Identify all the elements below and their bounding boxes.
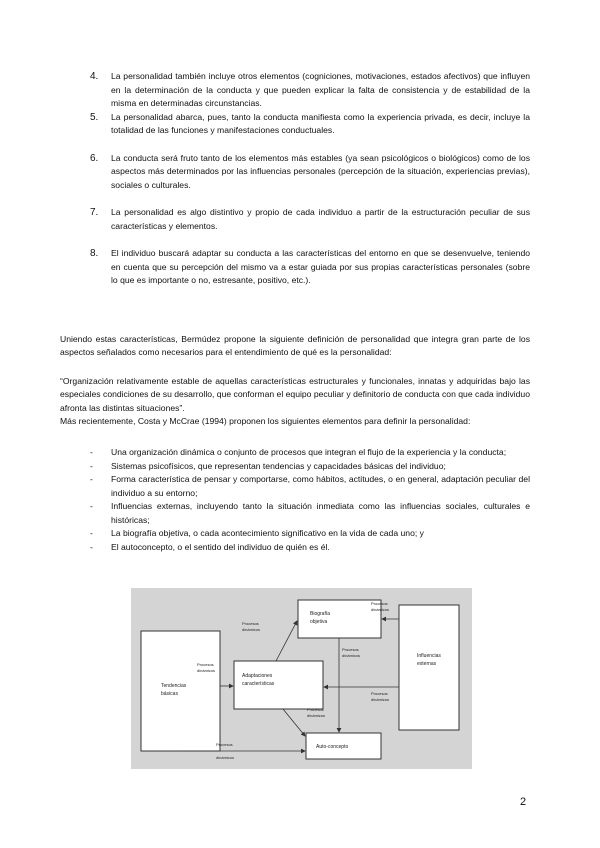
label-tendencias-1: Tendencias xyxy=(161,683,187,689)
dash-bullet: - xyxy=(90,447,93,457)
arrowlabel-adapt-bio-2: dinámicos xyxy=(242,627,261,632)
dash-bullet: - xyxy=(90,541,93,552)
arrowlabel-tend-auto-1: Procesos xyxy=(216,742,233,747)
item-text: La conducta será fruto tanto de los elementos más estables (ya sean psicológicos o biológicos) como de los aspectos más determinados por las influencias personales (percepción de la situación, experiencias previas), sociales o culturales. xyxy=(111,152,530,190)
list-item xyxy=(90,446,530,460)
arrowlabel-adapt-bio-1: Procesos xyxy=(242,621,259,626)
arrowlabel-adapt-auto-2: dinámicos xyxy=(307,713,326,718)
label-adaptaciones-2: características xyxy=(242,681,275,687)
item-text: El individuo buscará adaptar su conducta a las características del entorno en que se desenvuelve, teniendo en cuenta que su percepción del mismo va a estar guiada por sus propias características personales (sobre lo que es importante o no, estresante, positivo, etc.). xyxy=(111,248,530,285)
item-text: La personalidad es algo distintivo y propio de cada individuo a partir de la estructuración peculiar de sus características y elementos. xyxy=(111,207,530,231)
label-adaptaciones-1: Adaptaciones xyxy=(242,673,273,679)
list-item xyxy=(90,111,530,138)
item-number: 5. xyxy=(90,111,99,123)
dash-bullet: - xyxy=(90,474,93,484)
arrowlabel-bio-auto-2: dinámicos xyxy=(342,653,361,658)
item-text: Influencias externas, incluyendo tanto la situación inmediata como las influencias sociales, culturales e históricas; xyxy=(111,501,530,525)
item-text: La personalidad abarca, pues, tanto la conducta manifiesta como la experiencia privada, es decir, incluye la totalidad de las funciones y manifestaciones conductuales. xyxy=(111,111,530,135)
arrowlabel-bio-auto-1: Procesos xyxy=(342,647,359,652)
personality-diagram xyxy=(131,588,472,769)
item-text: El autoconcepto, o el sentido del individuo de quién es él. xyxy=(111,541,330,552)
definition-quote: “Organización relativamente estable de aquellas características estructurales y funcionales, innatas y adquiridas bajo las especiales condiciones de su desarrollo, que conforman el equipo peculiar y definitorio de conducta con que cada individuo afronta las distintas situaciones”. xyxy=(60,375,530,413)
item-number: 4. xyxy=(90,71,99,82)
list-item xyxy=(90,247,530,288)
arrowlabel-tend-auto-2: dinámicos xyxy=(216,755,235,760)
item-text: La personalidad también incluye otros elementos (cogniciones, motivaciones, estados afectivos) que influyen en la determinación de la conducta y que pueden explicar la falta de consistencia y de estabilidad de la misma en determinadas circunstancias. xyxy=(111,71,530,108)
list-item xyxy=(90,527,530,541)
item-text: Una organización dinámica o conjunto de procesos que integran el flujo de la experiencia y la conducta; xyxy=(111,447,507,457)
label-influencias-1: Influencias xyxy=(417,653,441,659)
box-tendencias xyxy=(141,631,220,751)
box-influencias xyxy=(399,605,459,730)
list-item xyxy=(90,541,530,555)
list-item xyxy=(90,473,530,500)
item-number: 8. xyxy=(90,248,99,259)
list-item xyxy=(90,70,530,111)
item-text: La biografía objetiva, o cada acontecimiento significativo en la vida de cada uno; y xyxy=(111,528,424,538)
elements-list xyxy=(90,446,530,554)
label-tendencias-2: básicas xyxy=(161,691,178,697)
list-item xyxy=(90,206,530,233)
item-text: Forma característica de pensar y comportarse, como hábitos, actitudes, o en general, adaptación peculiar del individuo a su entorno; xyxy=(111,474,530,498)
dash-bullet: - xyxy=(90,528,93,538)
numbered-list xyxy=(90,70,530,288)
arrowlabel-infl-adapt-1: Procesos xyxy=(371,691,388,696)
arrowlabel-infl-bio-2: dinámicos xyxy=(371,607,390,612)
intro-paragraph: Uniendo estas características, Bermúdez propone la siguiente definición de personalidad que integra gran parte de los aspectos señalados como necesarios para el entendimiento de qué es la personalidad: xyxy=(60,333,530,358)
label-biografia-1: Biografía xyxy=(310,611,331,617)
label-biografia-2: objetiva xyxy=(310,619,328,625)
list-item xyxy=(90,460,530,474)
item-text: Sistemas psicofísicos, que representan tendencias y capacidades básicas del individuo; xyxy=(111,460,446,471)
arrowlabel-tend-adapt-2: dinámicos xyxy=(197,668,216,673)
arrowlabel-infl-bio-1: Procesos xyxy=(371,601,388,606)
costa-mccrae-paragraph: Más recientemente, Costa y McCrae (1994) proponen los siguientes elementos para definir la personalidad: xyxy=(60,415,471,426)
item-number: 6. xyxy=(90,152,99,164)
arrowlabel-adapt-auto-1: Procesos xyxy=(307,707,324,712)
list-item xyxy=(90,152,530,193)
diagram-svg xyxy=(131,588,472,769)
arrowlabel-tend-adapt-1: Procesos xyxy=(197,662,214,667)
page-number: 2 xyxy=(520,796,527,808)
label-autoconcepto: Auto-concepto xyxy=(316,744,349,750)
arrow-adapt-bio xyxy=(276,621,297,661)
item-number: 7. xyxy=(90,207,99,218)
dash-bullet: - xyxy=(90,501,93,511)
arrow-adapt-auto xyxy=(283,709,305,736)
dash-bullet: - xyxy=(90,460,93,471)
label-influencias-2: externas xyxy=(417,661,437,667)
list-item xyxy=(90,500,530,527)
arrowlabel-infl-adapt-2: dinámicos xyxy=(371,697,390,702)
